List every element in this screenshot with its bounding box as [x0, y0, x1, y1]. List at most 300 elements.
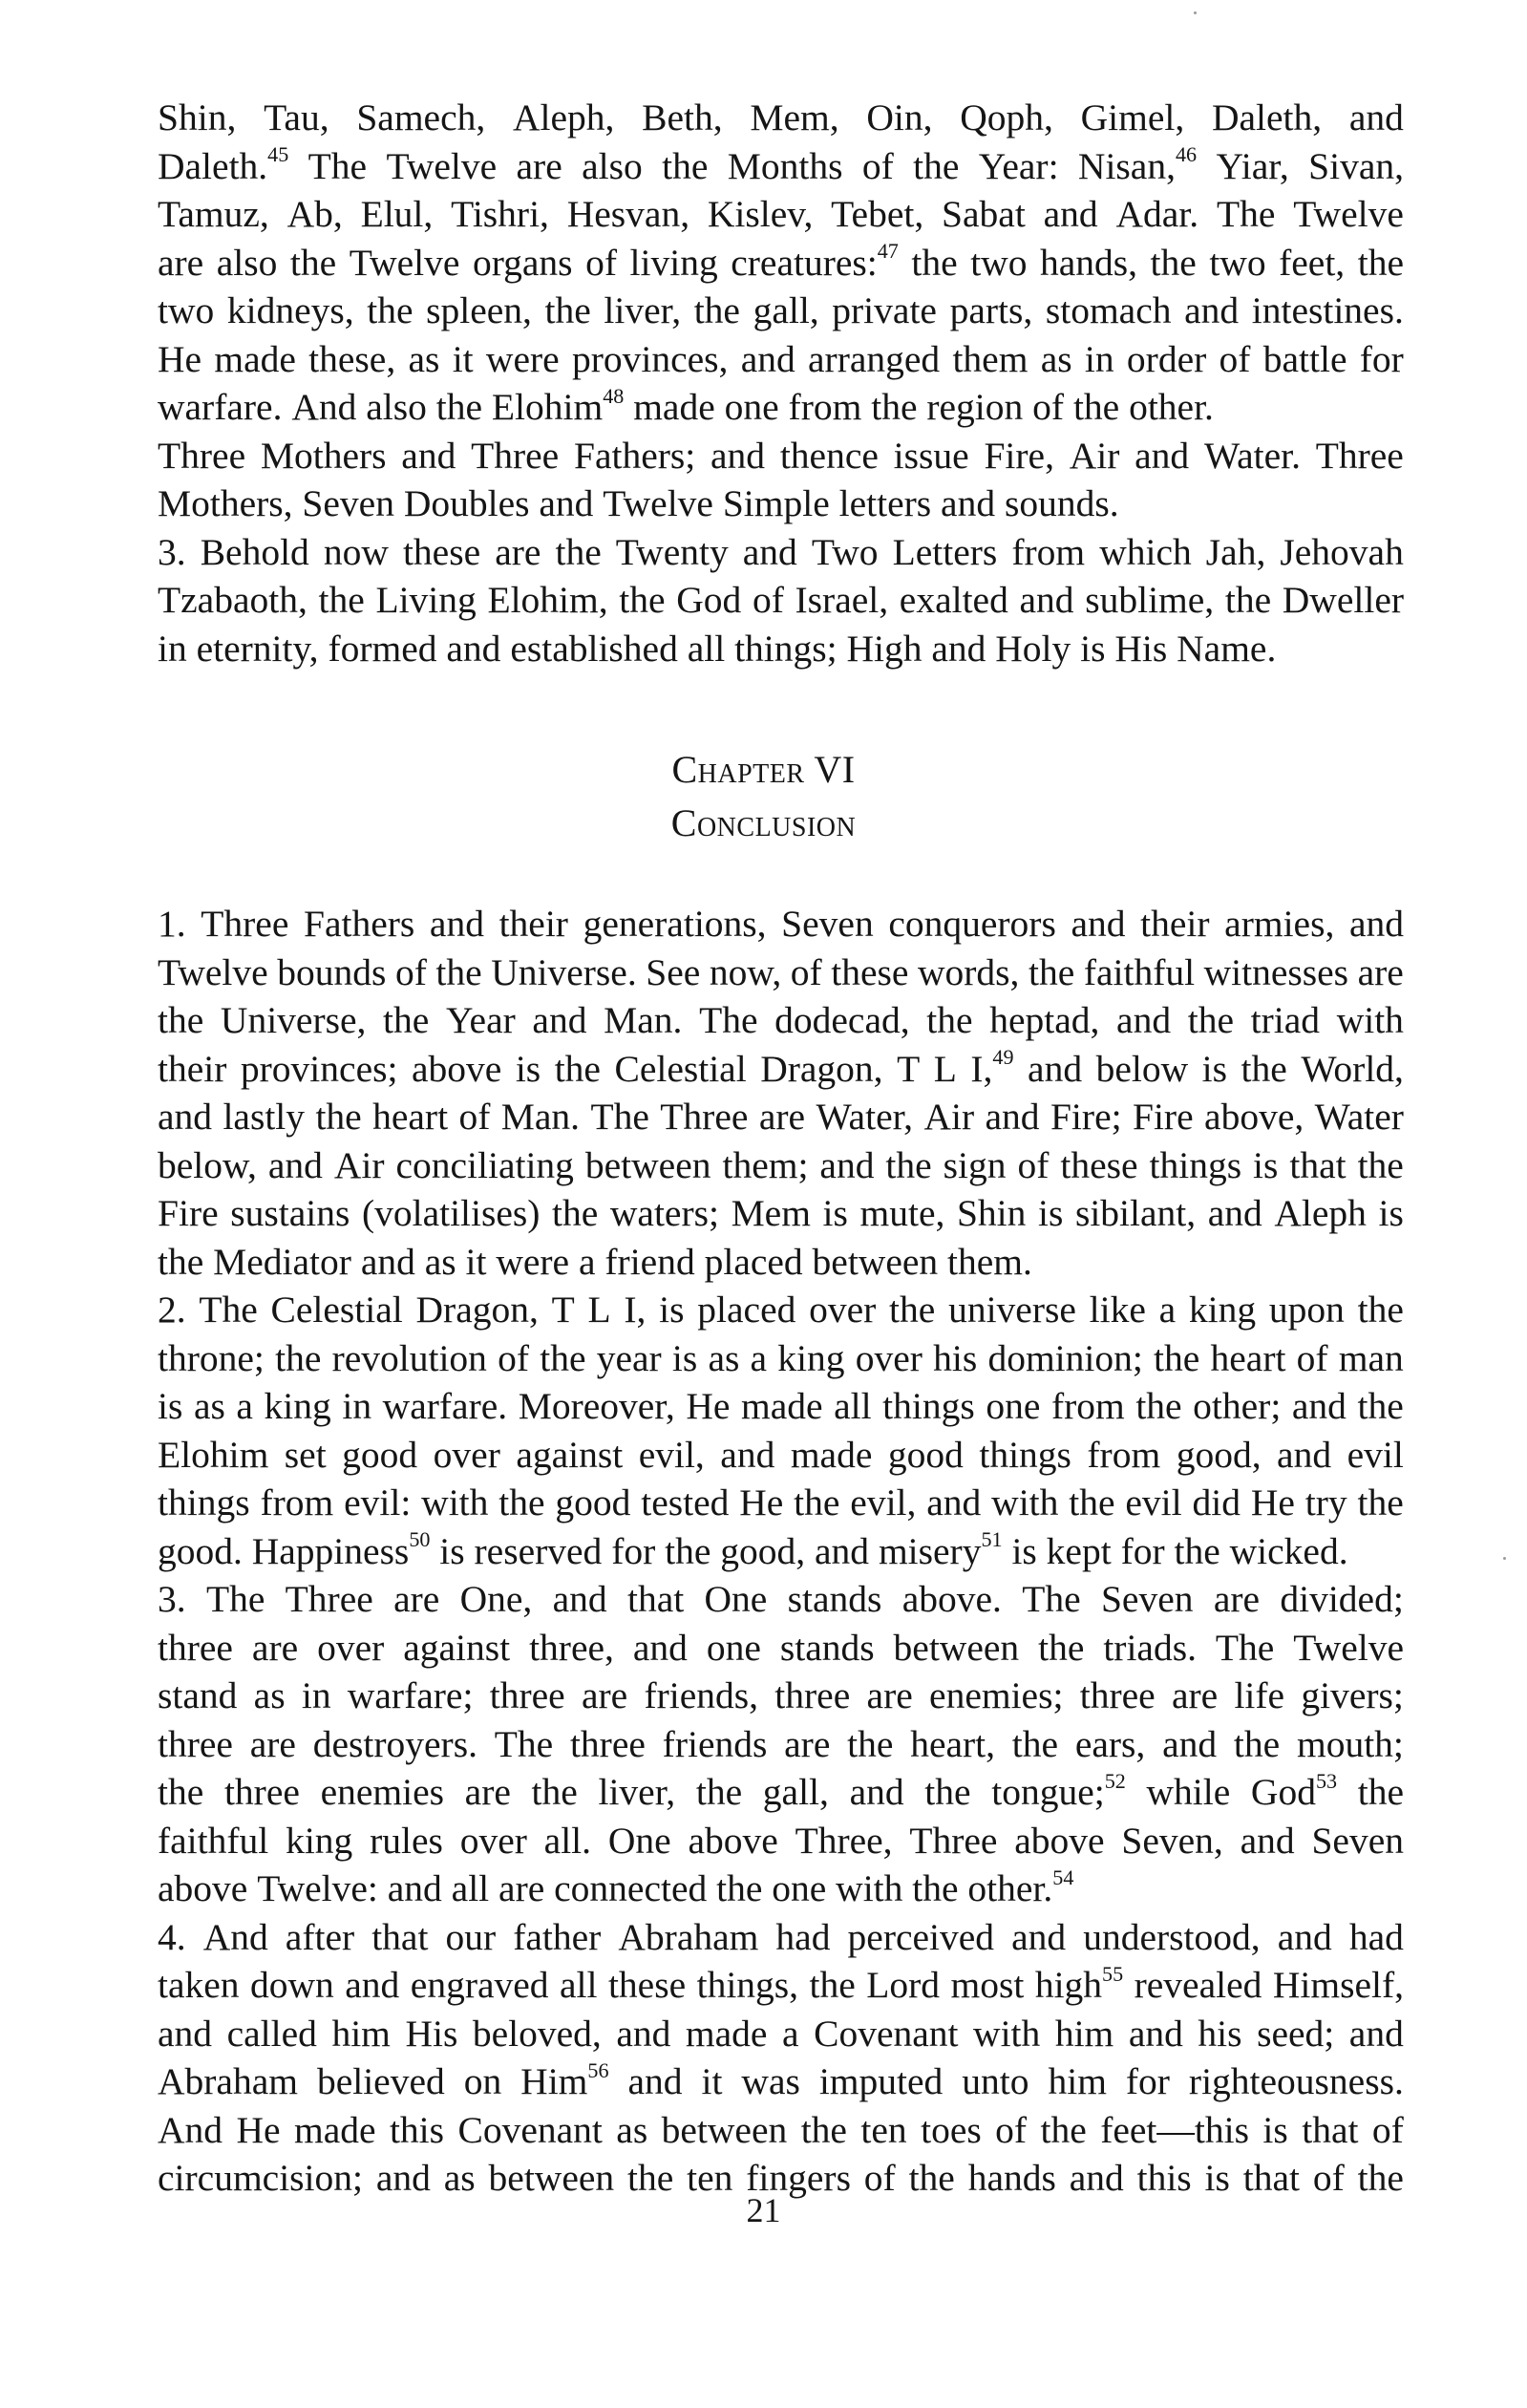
word: the: [695, 1771, 743, 1813]
word: for: [1359, 337, 1404, 380]
word: the: [1069, 1481, 1115, 1524]
word: Himself,: [1272, 1964, 1404, 2006]
word: One: [607, 1819, 671, 1862]
word: and: [720, 1433, 775, 1476]
word: His: [405, 2012, 458, 2055]
word: Aleph,: [512, 96, 615, 139]
text-line: [158, 1045, 1404, 1094]
word: fingers: [746, 2157, 851, 2199]
word: other;: [1193, 1385, 1282, 1427]
text-line: [158, 996, 1404, 1045]
word: Living: [375, 579, 477, 621]
scan-speck: [1503, 1557, 1506, 1560]
word: of: [1371, 2108, 1404, 2151]
word: a: [782, 2012, 799, 2055]
word: him: [1048, 2060, 1107, 2102]
word: and: [360, 1240, 415, 1283]
word: one: [986, 1385, 1041, 1427]
word: region: [926, 386, 1024, 428]
word: over: [809, 1289, 877, 1331]
word: evil,: [638, 1433, 705, 1476]
word: were: [485, 337, 560, 380]
word: The: [199, 1289, 258, 1331]
word: God$^{53}$: [1250, 1768, 1338, 1813]
word: the: [158, 1771, 204, 1813]
word: and: [1348, 903, 1404, 945]
word: bounds: [277, 950, 387, 993]
word: between: [893, 1626, 1020, 1669]
footnote-marker: 56: [587, 2057, 609, 2082]
word: kidneys,: [226, 289, 354, 331]
word: is: [1378, 1192, 1404, 1234]
word: is: [1038, 1192, 1064, 1234]
word: mute,: [859, 1192, 945, 1234]
text-line: [158, 1913, 1404, 1962]
word: are: [758, 1096, 806, 1138]
word: three: [569, 1722, 646, 1765]
word: Abraham: [618, 1915, 759, 1958]
word: eternity,: [196, 627, 319, 670]
word: Simple: [722, 482, 830, 524]
word: Man.: [500, 1096, 581, 1138]
word: over: [459, 1819, 527, 1862]
word: Beth,: [642, 96, 723, 139]
word: kept: [1046, 1529, 1112, 1572]
word: Three: [158, 434, 246, 477]
word: Him$^{56}$: [520, 2057, 609, 2102]
word: these: [831, 950, 909, 993]
word: Year: [445, 999, 516, 1041]
word: engraved: [410, 1964, 549, 2006]
word: are: [495, 530, 541, 573]
word: below,: [158, 1143, 257, 1186]
paragraph: [158, 1575, 1404, 1913]
word: him: [1054, 2012, 1114, 2055]
word: Twelve: [1293, 1626, 1404, 1669]
word: and: [1043, 193, 1098, 235]
word: high$^{55}$: [1034, 1961, 1124, 2006]
word: the: [554, 1047, 601, 1090]
word: L: [587, 1289, 611, 1331]
footnote-marker: 51: [981, 1527, 1003, 1552]
footnote-marker: 55: [1102, 1961, 1124, 1986]
word: Months: [727, 144, 843, 187]
word: Twelve: [386, 144, 498, 187]
word: and: [742, 530, 797, 573]
word: did: [1192, 1481, 1241, 1524]
word: is: [1201, 1047, 1228, 1090]
word: and: [158, 2012, 213, 2055]
text-line: [158, 1720, 1404, 1769]
word: three: [774, 1674, 851, 1716]
word: mouth;: [1296, 1722, 1404, 1765]
word: the: [435, 386, 483, 428]
text-line: [158, 1382, 1404, 1431]
word: 2.: [158, 1289, 186, 1331]
word: their: [158, 1047, 227, 1090]
word: Moreover,: [518, 1385, 675, 1427]
word: are: [784, 1722, 831, 1765]
word: in: [301, 1674, 331, 1716]
text-line: [158, 528, 1404, 577]
text-line: [158, 900, 1404, 948]
word: and: [539, 482, 594, 524]
word: Abraham: [158, 2060, 298, 2102]
word: Twelve: [1293, 193, 1404, 235]
text-line: [158, 1286, 1404, 1334]
word: as: [424, 1240, 456, 1283]
word: are: [516, 144, 562, 187]
word: the: [1233, 1722, 1281, 1765]
word: Two: [811, 530, 879, 573]
text-line: [158, 1624, 1404, 1673]
word: perceived: [847, 1915, 995, 1958]
word: the: [498, 1481, 545, 1524]
word: the: [1224, 579, 1272, 621]
word: understood,: [1083, 1915, 1261, 1958]
word: good: [555, 1481, 631, 1524]
footnote-marker: 47: [877, 239, 899, 264]
word: thence: [779, 434, 879, 477]
word: upon: [1268, 1289, 1345, 1331]
word: and: [926, 1481, 982, 1524]
word: over: [855, 1336, 923, 1379]
word: Mem,: [750, 96, 839, 139]
word: of: [1219, 337, 1251, 380]
word: lastly: [223, 1096, 306, 1138]
word: the: [1357, 241, 1404, 284]
word: one: [706, 1626, 761, 1669]
text-line: [158, 239, 1404, 288]
word: friend: [604, 1240, 695, 1283]
word: over: [433, 1433, 500, 1476]
word: letters: [838, 482, 932, 524]
word: the: [552, 1192, 599, 1234]
text-line: [158, 1189, 1404, 1238]
word: Air: [1069, 434, 1120, 477]
word: set: [284, 1433, 327, 1476]
word: two: [158, 289, 215, 331]
word: Sabat: [942, 193, 1026, 235]
word: Adar.: [1115, 193, 1199, 235]
word: the: [1150, 241, 1197, 284]
word: and: [1240, 1819, 1295, 1862]
word: between: [584, 1143, 711, 1186]
word: organs: [472, 241, 573, 284]
word: for: [1125, 2060, 1170, 2102]
word: for: [611, 1529, 656, 1572]
paragraph: [158, 94, 1404, 432]
word: the: [912, 1867, 959, 1909]
word: over: [317, 1626, 385, 1669]
word: from: [260, 1481, 334, 1524]
word: warfare.: [158, 386, 283, 428]
word: and: [1019, 579, 1074, 621]
word: evil: [1347, 1433, 1404, 1476]
word: Three: [201, 903, 289, 945]
word: which: [1099, 530, 1192, 573]
paragraph: [158, 528, 1404, 673]
word: parts,: [949, 289, 1033, 331]
word: as: [408, 337, 440, 380]
word: and: [552, 1578, 607, 1620]
word: and: [446, 627, 501, 670]
text-block-top: [158, 94, 1404, 672]
word: this: [1136, 2157, 1192, 2199]
word: One: [704, 1578, 768, 1620]
word: as: [616, 2108, 648, 2151]
word: the: [627, 2157, 674, 2199]
word: the: [809, 1964, 856, 2006]
word: called: [226, 2012, 317, 2055]
word: Water: [1314, 1096, 1404, 1138]
word: is: [822, 1192, 848, 1234]
word: Doubles: [403, 482, 530, 524]
word: Elohim$^{48}$: [491, 383, 625, 428]
word: is: [439, 1529, 465, 1572]
word: Shin: [956, 1192, 1027, 1234]
word: enemies;: [929, 1674, 1064, 1716]
word: the: [1357, 2157, 1404, 2199]
text-block-body: [158, 900, 1404, 2203]
word: revolution: [331, 1336, 487, 1379]
word: toes: [921, 2108, 982, 2151]
word: Mediator: [213, 1240, 351, 1283]
word: givers;: [1301, 1674, 1404, 1716]
word: and: [632, 1626, 688, 1669]
word: Holy: [995, 627, 1071, 670]
word: evil: [1125, 1481, 1182, 1524]
word: the: [871, 386, 918, 428]
word: of: [1296, 1336, 1328, 1379]
word: generations,: [583, 903, 767, 945]
word: Samech,: [356, 96, 486, 139]
chapter-subtitle: Conclusion: [670, 801, 857, 844]
word: Seven: [1311, 1819, 1404, 1862]
word: good,: [720, 1529, 806, 1572]
word: dodecad,: [774, 999, 910, 1041]
footnote-marker: 50: [409, 1527, 431, 1552]
word: is: [1011, 1529, 1037, 1572]
word: the: [367, 289, 414, 331]
word: Water,: [816, 1096, 914, 1138]
word: other.$^{54}$: [967, 1865, 1074, 1909]
text-line: [158, 1575, 1404, 1624]
word: of: [1017, 1143, 1050, 1186]
word: between: [812, 1240, 939, 1283]
word: sibilant,: [1074, 1192, 1197, 1234]
word: three: [223, 1771, 300, 1813]
word: Gimel,: [1080, 96, 1185, 139]
word: made: [740, 1385, 823, 1427]
word: the: [1357, 1289, 1404, 1331]
word: Three: [909, 1819, 998, 1862]
footnote-marker: 45: [267, 142, 289, 167]
word: and: [1116, 999, 1172, 1041]
word: a: [236, 1385, 253, 1427]
word: try: [1304, 1481, 1347, 1524]
word: triad: [1250, 999, 1321, 1041]
word: with: [421, 1481, 489, 1524]
word: also: [582, 144, 643, 187]
word: the: [889, 1289, 936, 1331]
word: conciliating: [395, 1143, 574, 1186]
word: with: [836, 1867, 903, 1909]
word: the: [693, 289, 740, 331]
word: Universe,: [220, 999, 367, 1041]
word: above: [1014, 1819, 1105, 1862]
word: while: [1146, 1771, 1231, 1813]
text-line: [158, 2106, 1404, 2155]
word: the: [1040, 2108, 1087, 2151]
word: the: [1072, 386, 1120, 428]
word: the: [1187, 999, 1234, 1041]
word: that: [371, 1915, 429, 1958]
word: the: [158, 1240, 204, 1283]
word: stand: [158, 1674, 238, 1716]
text-line: [158, 190, 1404, 239]
word: Air: [333, 1143, 385, 1186]
word: T: [551, 1289, 575, 1331]
word: revealed: [1134, 1964, 1262, 2006]
word: sublime,: [1085, 579, 1215, 621]
scan-speck: [1194, 11, 1197, 14]
word: the: [847, 1722, 894, 1765]
word: 3.: [158, 530, 186, 573]
word: all: [687, 627, 726, 670]
word: the: [913, 144, 960, 187]
word: wicked.: [1229, 1529, 1348, 1572]
word: the: [1357, 1481, 1404, 1524]
word: that: [1289, 1143, 1347, 1186]
word: Fathers: [303, 903, 415, 945]
word: and: [387, 1867, 442, 1909]
word: gall,: [753, 289, 819, 331]
word: good.: [158, 1529, 243, 1572]
word: heptad,: [989, 999, 1100, 1041]
word: and: [1069, 2157, 1124, 2199]
word: is: [1253, 1143, 1279, 1186]
text-line: [158, 1768, 1404, 1817]
word: were: [496, 1240, 570, 1283]
word: is: [671, 1336, 698, 1379]
text-line: [158, 94, 1404, 142]
word: evil:: [344, 1481, 412, 1524]
word: witnesses: [1203, 950, 1349, 993]
word: 1.: [158, 903, 186, 945]
word: Seven: [1100, 1578, 1194, 1620]
word: the: [716, 1867, 763, 1909]
word: destroyers.: [312, 1722, 477, 1765]
word: also: [366, 386, 427, 428]
footnote-marker: 53: [1315, 1768, 1338, 1793]
word: rules: [370, 1819, 443, 1862]
text-line: [158, 1961, 1404, 2010]
word: now: [323, 530, 389, 573]
word: T: [897, 1047, 921, 1090]
word: are: [393, 1578, 440, 1620]
text-line: [158, 142, 1404, 191]
word: of: [995, 2108, 1028, 2151]
word: of: [863, 2157, 896, 2199]
word: Happiness$^{50}$: [251, 1527, 431, 1572]
word: faithful: [1083, 950, 1196, 993]
word: connected: [554, 1867, 708, 1909]
word: battle: [1262, 337, 1347, 380]
word: Name.: [1177, 627, 1277, 670]
text-line: [158, 576, 1404, 625]
word: are: [464, 1771, 511, 1813]
word: provinces;: [240, 1047, 398, 1090]
word: his: [933, 1336, 978, 1379]
word: the: [289, 241, 337, 284]
word: are: [1171, 1674, 1219, 1716]
word: provinces,: [571, 337, 729, 380]
word: things: [882, 1385, 975, 1427]
word: Mothers,: [158, 482, 293, 524]
paragraph: [158, 900, 1404, 1286]
word: creatures:$^{47}$: [731, 239, 899, 284]
word: Three: [471, 434, 560, 477]
word: Yiar,: [1216, 144, 1289, 187]
word: it: [701, 2060, 723, 2102]
footnote-marker: 52: [1104, 1768, 1126, 1793]
word: hands: [967, 2157, 1056, 2199]
word: the: [158, 999, 204, 1041]
word: Three: [660, 1096, 749, 1138]
word: stands: [787, 1578, 882, 1620]
word: See: [646, 950, 701, 993]
word: circumcision;: [158, 2157, 363, 2199]
word: of: [1032, 386, 1065, 428]
word: and: [1348, 96, 1404, 139]
text-line: [158, 1527, 1404, 1576]
word: Universe.: [491, 950, 637, 993]
word: most: [950, 1964, 1025, 2006]
word: God: [676, 579, 742, 621]
word: ears,: [1074, 1722, 1146, 1765]
word: He: [236, 2108, 281, 2151]
word: issue: [893, 434, 969, 477]
word: Oin,: [866, 96, 933, 139]
word: heart,: [910, 1722, 996, 1765]
word: reserved: [474, 1529, 603, 1572]
word: friends: [662, 1722, 768, 1765]
word: armies,: [1224, 903, 1335, 945]
word: one: [724, 386, 779, 428]
word: below: [1095, 1047, 1189, 1090]
word: placed: [704, 1240, 803, 1283]
word: good,: [1176, 1433, 1262, 1476]
word: ten: [687, 2157, 733, 2199]
word: Jehovah: [1280, 530, 1404, 573]
word: Tamuz,: [158, 193, 269, 235]
word: and: [1207, 1192, 1262, 1234]
word: He: [158, 337, 202, 380]
word: made: [214, 337, 296, 380]
word: the: [1357, 1143, 1404, 1186]
word: living: [629, 241, 718, 284]
word: Mothers: [260, 434, 387, 477]
word: triads.: [1103, 1626, 1197, 1669]
text-line: [158, 335, 1404, 384]
word: believed: [316, 2060, 445, 2102]
word: Sivan,: [1308, 144, 1404, 187]
word: heart: [372, 1096, 449, 1138]
word: things: [979, 1433, 1071, 1476]
word: Daleth.$^{45}$: [158, 142, 289, 187]
word: these,: [308, 337, 396, 380]
